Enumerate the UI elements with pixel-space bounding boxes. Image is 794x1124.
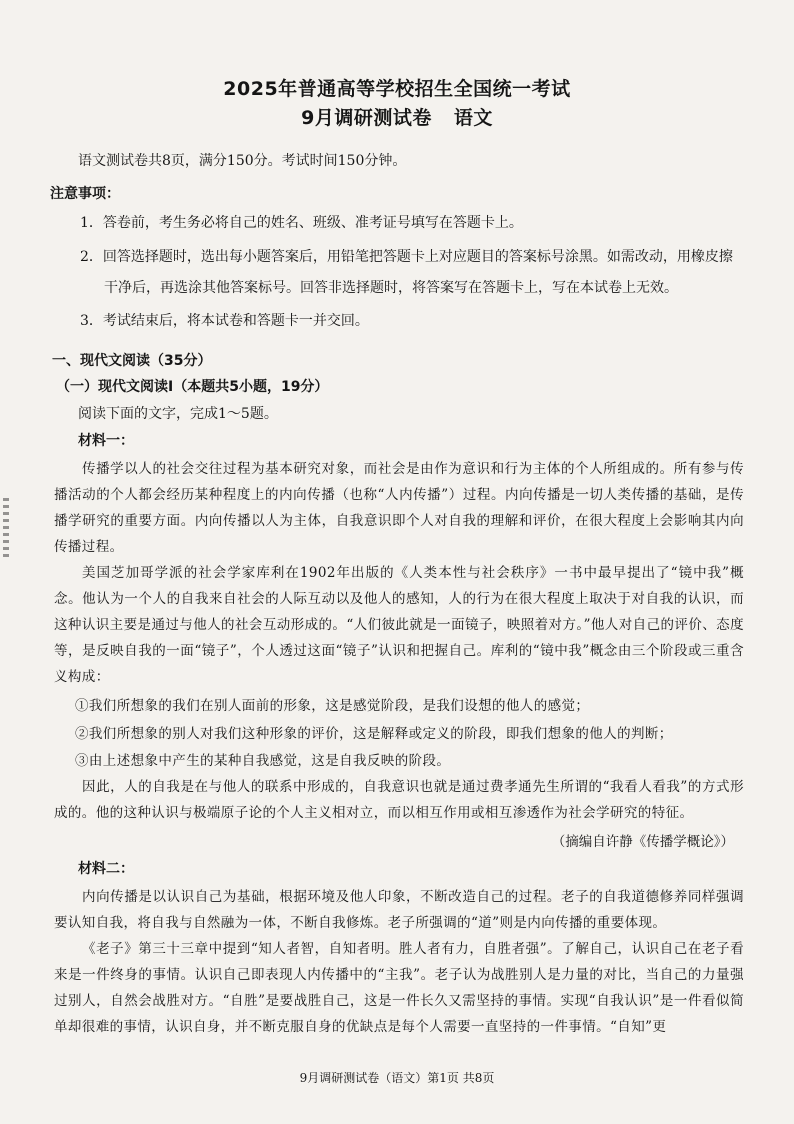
subject-name: 语文 [453,107,493,129]
exam-subtitle [0,103,794,130]
notice-item-3: 3．考试结束后，将本试卷和答题卡一并交回。 [80,313,369,329]
test-name: 9月调研测试卷 [301,107,432,129]
exam-intro: 语文测试卷共8页，满分150分。考试时间150分钟。 [78,153,407,169]
notice-item-2-line-2: 干净后，再选涂其他答案标号。回答非选择题时，将答案写在答题卡上，写在本试卷上无效。 [104,280,678,296]
notice-heading: 注意事项： [50,186,120,202]
page-footer: 9月调研测试卷（语文）第1页 共8页 [299,1071,495,1085]
list-item: ③由上述想象中产生的某种自我感觉，这是自我反映的阶段。 [75,753,451,769]
notice-item-1: 1．答卷前，考生务必将自己的姓名、班级、准考证号填写在答题卡上。 [80,215,523,231]
material-1-label: 材料一： [78,433,134,449]
material-1-paragraph-3: 因此，人的自我是在与他人的联系中形成的，自我意识也就是通过费孝通先生所谓的“我看人看我”的方式形成的。他的这种认识与极端原子论的个人主义相对立，而以相互作用或相互渗透作为社会学研究的特征。 [54,779,744,821]
reading-instruction: 阅读下面的文字，完成1～5题。 [78,406,278,422]
material-2-paragraph-2: 《老子》第三十三章中提到“知人者智，自知者明。胜人者有力，自胜者强”。了解自己，认识自己在老子看来是一件终身的事情。认识自己即表现人内传播中的“主我”。老子认为战胜别人是力量的对比，当自己的力量强过别人，自然会战胜对方。“自胜”是要战胜自己，这是一件长久又需坚持的事情。实现“自我认识”是一件看似简单却很难的事情，认识自身，并不断克服自身的优缺点是每个人需要一直坚持的一件事情。“自知”更 [54,941,744,1035]
material-1-paragraph-2: 美国芝加哥学派的社会学家库利在1902年出版的《人类本性与社会秩序》一书中最早提出了“镜中我”概念。他认为一个人的自我来自社会的人际互动以及他人的感知，人的行为在很大程度上取决于对自我的认识，而这种认识主要是通过与他人的社会互动形成的。“人们彼此就是一面镜子，映照着对方。”他人对自己的评价、态度等，是反映自我的一面“镜子”，个人透过这面“镜子”认识和把握自己。库利的“镜中我”概念由三个阶段或三重含义构成： [54,565,744,685]
subsection-heading: （一）现代文阅读Ⅰ（本题共5小题，19分） [56,379,329,395]
notice-item-2-line-1: 2．回答选择题时，选出每小题答案后，用铅笔把答题卡上对应题目的答案标号涂黑。如需改动，用橡皮擦 [80,249,733,265]
section-heading: 一、现代文阅读（35分） [52,353,212,369]
exam-title: 2025年普通高等学校招生全国统一考试 [223,78,571,100]
binding-margin-mark [3,498,9,558]
material-2-label: 材料二： [78,861,134,877]
list-item: ①我们所想象的我们在别人面前的形象，这是感觉阶段，是我们设想的他人的感觉； [75,698,590,714]
material-2-paragraph-1: 内向传播是以认识自己为基础，根据环境及他人印象，不断改造自己的过程。老子的自我道德修养同样强调要认知自我，将自我与自然融为一体，不断自我修炼。老子所强调的“道”则是内向传播的重要体现。 [54,889,744,931]
material-1-paragraph-1: 传播学以人的社会交往过程为基本研究对象，而社会是由作为意识和行为主体的个人所组成的。所有参与传播活动的个人都会经历某种程度上的内向传播（也称“人内传播”）过程。内向传播是一切人类传播的基础，是传播学研究的重要方面。内向传播以人为主体，自我意识即个人对自我的理解和评价，在很大程度上会影响其内向传播过程。 [54,461,744,555]
notice-item-2 [80,242,750,304]
list-item: ②我们所想象的别人对我们这种形象的评价，这是解释或定义的阶段，即我们想象的他人的判断； [75,726,673,742]
material-1-source: （摘编自许静《传播学概论》） [551,834,734,850]
